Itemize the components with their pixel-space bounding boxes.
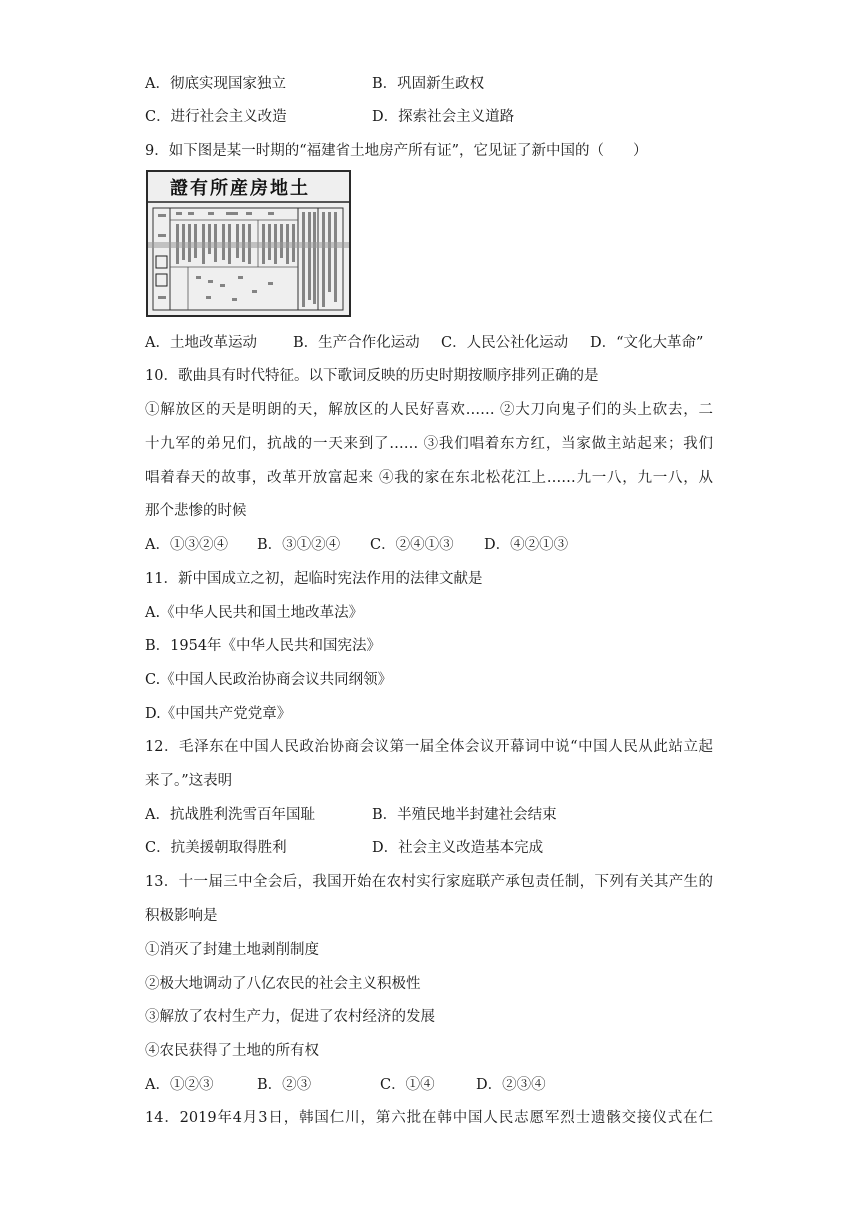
q10-option-b: B．③①②④ — [257, 537, 341, 553]
q13-item: ③解放了农村生产力，促进了农村经济的发展 — [145, 1009, 435, 1025]
q12-option-c: C．抗美援朝取得胜利 — [145, 840, 287, 856]
q13-item: ④农民获得了土地的所有权 — [145, 1043, 319, 1059]
q13-option-c: C．①④ — [380, 1077, 435, 1093]
q10-option-d: D．④②①③ — [484, 537, 569, 553]
q9-option-c: C．人民公社化运动 — [441, 335, 569, 351]
q9-option-d: D．“文化大革命” — [590, 335, 704, 351]
q11-option-b: B．1954年《中华人民共和国宪法》 — [145, 638, 382, 654]
q9-option-b: B．生产合作化运动 — [293, 335, 420, 351]
q10-stem: 10．歌曲具有时代特征。以下歌词反映的历史时期按顺序排列正确的是 — [145, 368, 599, 384]
q13-stem-line: 积极影响是 — [145, 908, 218, 924]
q8-option-a: A．彻底实现国家独立 — [145, 76, 286, 92]
q10-option-c: C．②④①③ — [370, 537, 454, 553]
q10-lyrics-line: 十九军的弟兄们，抗战的一天来到了…… ③我们唱着东方红，当家做主站起来；我们 — [145, 436, 713, 452]
q11-option-a: A.《中华人民共和国土地改革法》 — [145, 605, 364, 621]
q14-stem: 14．2019年4月3日，韩国仁川，第六批在韩中国人民志愿军烈士遗骸交接仪式在仁 — [145, 1110, 713, 1126]
q10-option-a: A．①③②④ — [145, 537, 228, 553]
q12-stem-line: 来了。”这表明 — [145, 773, 233, 789]
q10-lyrics-line: 唱着春天的故事，改革开放富起来 ④我的家在东北松花江上……九一八，九一八，从 — [145, 470, 713, 486]
q10-lyrics-line: 那个悲惨的时候 — [145, 503, 247, 519]
q13-option-b: B．②③ — [257, 1077, 312, 1093]
q9-option-a: A．土地改革运动 — [145, 335, 257, 351]
q10-lyrics-line: ①解放区的天是明朗的天，解放区的人民好喜欢…… ②大刀向鬼子们的头上砍去，二 — [145, 402, 713, 418]
land-certificate-image — [146, 170, 351, 317]
q11-option-c: C.《中国人民政治协商会议共同纲领》 — [145, 672, 393, 688]
q8-option-d: D．探索社会主义道路 — [372, 109, 515, 125]
q8-option-b: B．巩固新生政权 — [372, 76, 485, 92]
q12-option-a: A．抗战胜利洗雪百年国耻 — [145, 807, 315, 823]
q9-stem: 9．如下图是某一时期的“福建省土地房产所有证”，它见证了新中国的（ ） — [145, 143, 648, 159]
q11-option-d: D.《中国共产党党章》 — [145, 706, 292, 722]
q13-item: ①消灭了封建土地剥削制度 — [145, 942, 319, 958]
q8-option-c: C．进行社会主义改造 — [145, 109, 287, 125]
q13-option-d: D．②③④ — [476, 1077, 546, 1093]
q12-stem-line: 12．毛泽东在中国人民政治协商会议第一届全体会议开幕词中说“中国人民从此站立起 — [145, 739, 713, 755]
q13-option-a: A．①②③ — [145, 1077, 214, 1093]
certificate-title: 證有所産房地土 — [170, 178, 310, 199]
q11-stem: 11．新中国成立之初，起临时宪法作用的法律文献是 — [145, 571, 483, 587]
q13-item: ②极大地调动了八亿农民的社会主义积极性 — [145, 976, 421, 992]
q12-option-b: B．半殖民地半封建社会结束 — [372, 807, 557, 823]
q12-option-d: D．社会主义改造基本完成 — [372, 840, 544, 856]
q13-stem-line: 13．十一届三中全会后，我国开始在农村实行家庭联产承包责任制，下列有关其产生的 — [145, 874, 713, 890]
